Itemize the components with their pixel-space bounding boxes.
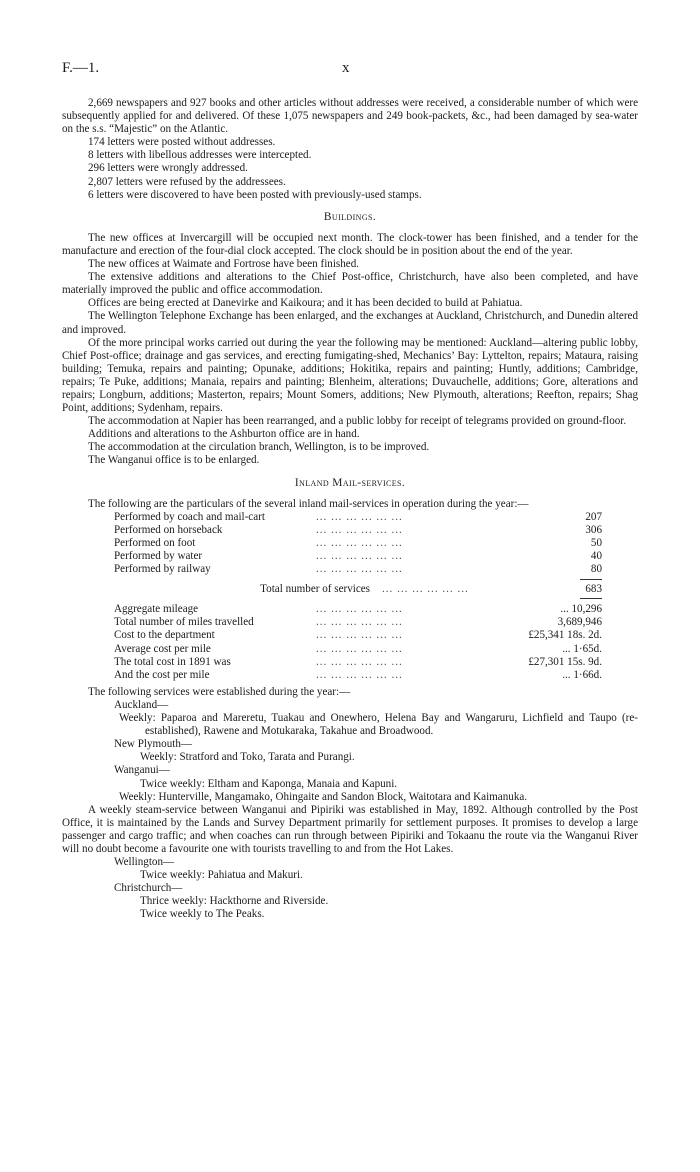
row-label: Performed on horseback bbox=[114, 523, 223, 536]
paragraph: The following services were established during the year:— bbox=[88, 685, 351, 698]
row-label: The total cost in 1891 was bbox=[114, 655, 231, 668]
leader-dots: ... ... ... ... ... ... bbox=[316, 668, 403, 681]
service-entry: Weekly: Hunterville, Mangamako, Ohingaite and Sandon Block, Waitotara and Kaimanuka. bbox=[119, 790, 528, 803]
service-entry: Weekly: Paparoa and Mareretu, Tuakau and Onewhero, Helena Bay and Wangaruru, Lichfield and Taupo (re-established), Rawene and Motukaraka, Takahue and Broadwood. bbox=[119, 712, 638, 738]
inland-mail-services-section bbox=[62, 477, 638, 922]
paragraph: 174 letters were posted without addresses. bbox=[88, 136, 276, 149]
row-value: 50 bbox=[590, 536, 602, 549]
row-value: 3,689,946 bbox=[557, 616, 602, 629]
table-row bbox=[114, 511, 602, 524]
table-row bbox=[114, 550, 602, 563]
total-label: Total number of services bbox=[260, 583, 370, 596]
rule-line bbox=[580, 579, 602, 580]
leader-dots: ... ... ... ... ... ... bbox=[316, 563, 403, 576]
row-value: ... 1·66d. bbox=[562, 668, 602, 681]
total-value: 683 bbox=[585, 583, 602, 596]
row-label: Aggregate mileage bbox=[114, 603, 199, 616]
row-label: Performed on foot bbox=[114, 536, 196, 549]
leader-dots: ... ... ... ... ... ... bbox=[382, 583, 469, 596]
returned-letters-section bbox=[62, 97, 638, 202]
paragraph: 296 letters were wrongly addressed. bbox=[88, 162, 248, 175]
buildings-section bbox=[62, 211, 638, 468]
leader-dots: ... ... ... ... ... ... bbox=[316, 655, 403, 668]
row-value: ... 1·65d. bbox=[562, 642, 602, 655]
leader-dots: ... ... ... ... ... ... bbox=[316, 642, 403, 655]
district-label: New Plymouth— bbox=[114, 738, 192, 751]
table-row bbox=[114, 629, 602, 642]
paragraph: The Wellington Telephone Exchange has been enlarged, and the exchanges at Auckland, Christchurch, and Dunedin altered and improved. bbox=[62, 310, 638, 336]
service-entry: Twice weekly: Eltham and Kaponga, Manaia and Kapuni. bbox=[140, 777, 398, 790]
table-row bbox=[114, 603, 602, 616]
paragraph: 2,807 letters were refused by the addressees. bbox=[88, 175, 286, 188]
row-label: And the cost per mile bbox=[114, 668, 210, 681]
paragraph: 6 letters were discovered to have been posted with previously-used stamps. bbox=[88, 188, 422, 201]
service-entry: Twice weekly to The Peaks. bbox=[140, 908, 265, 921]
table-row bbox=[114, 643, 602, 656]
paragraph: The Wanganui office is to be enlarged. bbox=[88, 454, 260, 467]
row-label: Performed by railway bbox=[114, 563, 211, 576]
row-value: 207 bbox=[585, 510, 602, 523]
document-reference: F.—1. bbox=[62, 60, 100, 76]
service-entry: Thrice weekly: Hackthorne and Riverside. bbox=[140, 895, 329, 908]
service-entry: Twice weekly: Pahiatua and Makuri. bbox=[140, 869, 303, 882]
section-heading: Inland Mail-services. bbox=[294, 476, 406, 489]
paragraph: A weekly steam-service between Wanganui and Pipiriki was established in May, 1892. Although controlled by the Post Office, it is maintained by the Lands and Survey Department primarily for settlement purposes. It promises to develop a large passenger and cargo traffic; and when coaches can run through between Pipiriki and Tokaanu the route via the Wanganui River will no doubt become a favourite one with tourists travelling to and from the Hot Lakes. bbox=[62, 803, 638, 855]
leader-dots: ... ... ... ... ... ... bbox=[316, 629, 403, 642]
page-body bbox=[62, 97, 638, 922]
paragraph: 2,669 newspapers and 927 books and other articles without addresses were received, a considerable number of which were subsequently applied for and delivered. Of these 1,075 newspapers and 249 book-packets, &c., had been damaged by sea-water on the s.s. “Majestic” on the Atlantic. bbox=[62, 97, 638, 136]
district-label: Christchurch— bbox=[114, 882, 183, 895]
row-label: Performed by coach and mail-cart bbox=[114, 510, 265, 523]
page-header bbox=[62, 62, 638, 78]
district-label: Wanganui— bbox=[114, 764, 170, 777]
service-entry: Weekly: Stratford and Toko, Tarata and Purangi. bbox=[140, 751, 355, 764]
row-label: Cost to the department bbox=[114, 629, 215, 642]
district-label: Auckland— bbox=[114, 698, 169, 711]
services-table bbox=[114, 511, 602, 682]
table-row bbox=[114, 616, 602, 629]
row-value: ... 10,296 bbox=[560, 603, 602, 616]
leader-dots: ... ... ... ... ... ... bbox=[316, 603, 403, 616]
section-heading: Buildings. bbox=[323, 210, 377, 223]
paragraph: The accommodation at the circulation branch, Wellington, is to be improved. bbox=[88, 441, 430, 454]
paragraph: Of the more principal works carried out during the year the following may be mentioned: Auckland—altering public lobby, Chief Post-office; drainage and gas services, and erecting fumigating-shed, Mechanics’ Bay: Lyttelton, repairs; Mataura, raising building; Temuka, repairs and painting; Opunake, additions; Hokitika, repairs and painting; Huntly, additions; Cambridge, repairs; Te Puke, additions; Manaia, repairs and painting; Blenheim, alterations; Duvauchelle, additions; Gore, alterations and repairs; Longburn, additions; Masterton, repairs; Mount Somers, additions; New Plymouth, alterations; Reefton, repairs; Shag Point, additions; Sydenham, repairs. bbox=[62, 336, 638, 415]
rule-line bbox=[580, 598, 602, 599]
row-value: 80 bbox=[590, 563, 602, 576]
page-number: x bbox=[342, 60, 350, 76]
row-label: Performed by water bbox=[114, 550, 203, 562]
paragraph: The following are the particulars of the several inland mail-services in operation during the year:— bbox=[88, 497, 529, 510]
leader-dots: ... ... ... ... ... ... bbox=[316, 536, 403, 549]
paragraph: Offices are being erected at Danevirke and Kaikoura; and it has been decided to build at Pahiatua. bbox=[88, 297, 523, 310]
row-label: Average cost per mile bbox=[114, 642, 211, 655]
row-value: £27,301 15s. 9d. bbox=[528, 655, 602, 668]
row-value: 40 bbox=[590, 550, 602, 562]
row-value: 306 bbox=[585, 523, 602, 536]
district-label: Wellington— bbox=[114, 856, 175, 869]
table-row bbox=[114, 537, 602, 550]
table-row bbox=[114, 656, 602, 669]
paragraph: Additions and alterations to the Ashburton office are in hand. bbox=[88, 428, 360, 441]
leader-dots: ... ... ... ... ... ... bbox=[316, 616, 403, 629]
table-row bbox=[114, 563, 602, 576]
paragraph: The new offices at Invercargill will be occupied next month. The clock-tower has been finished, and a tender for the manufacture and erection of the four-dial clock accepted. The clock should be in position about the end of the year. bbox=[62, 231, 638, 257]
paragraph: The extensive additions and alterations to the Chief Post-office, Christchurch, have also been completed, and have materially improved the public and office accommodation. bbox=[62, 271, 638, 297]
leader-dots: ... ... ... ... ... ... bbox=[316, 510, 403, 523]
table-row bbox=[114, 669, 602, 682]
total-row bbox=[114, 583, 602, 596]
leader-dots: ... ... ... ... ... ... bbox=[316, 523, 403, 536]
paragraph: 8 letters with libellous addresses were intercepted. bbox=[88, 149, 312, 162]
row-value: £25,341 18s. 2d. bbox=[528, 629, 602, 642]
paragraph: The accommodation at Napier has been rearranged, and a public lobby for receipt of telegrams provided on ground-floor. bbox=[88, 415, 627, 428]
leader-dots: ... ... ... ... ... ... bbox=[316, 550, 403, 562]
paragraph: The new offices at Waimate and Fortrose have been finished. bbox=[88, 258, 360, 271]
row-label: Total number of miles travelled bbox=[114, 616, 254, 629]
table-row bbox=[114, 524, 602, 537]
